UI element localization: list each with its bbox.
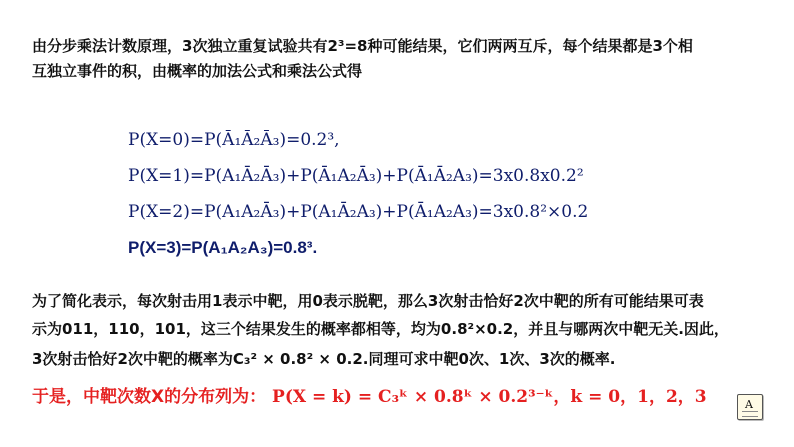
text-box-icon-lines — [742, 411, 758, 417]
text-box-icon-letter: A — [745, 398, 753, 411]
body-text-line3: 3次射击恰好2次中靶的概率为C₃² × 0.8² × 0.2.同理可求中靶0次、1次、3次的概率. — [32, 350, 616, 368]
intro-text-line2: 互独立事件的积，由概率的加法公式和乘法公式得 — [32, 62, 363, 80]
text-box-icon[interactable] — [737, 394, 763, 420]
equation-x3: P(X=3)=P(A₁A₂A₃)=0.8³. — [128, 238, 318, 257]
intro-text-line1: 由分步乘法计数原理，3次独立重复试验共有2³=8种可能结果，它们两两互斥，每个结果都是3个相 — [32, 37, 693, 55]
equation-block — [128, 130, 620, 266]
distribution-formula: P(X = k) = C₃ᵏ × 0.8ᵏ × 0.2³⁻ᵏ，k = 0，1，2，3 — [272, 387, 707, 407]
equation-x0: P(X=0)=P(Ā₁Ā₂Ā₃)=0.2³, — [128, 130, 340, 150]
equation-x2: P(X=2)=P(A₁A₂Ā₃)+P(A₁Ā₂A₃)+P(Ā₁A₂A₃)=3x0.8²×0.2 — [128, 202, 589, 222]
conclusion-line — [32, 382, 707, 407]
body-text-line2: 示为011，110，101，这三个结果发生的概率都相等，均为0.8²×0.2，并且与哪两次中靶无关.因此， — [32, 320, 729, 338]
equation-x1: P(X=1)=P(A₁Ā₂Ā₃)+P(Ā₁A₂Ā₃)+P(Ā₁Ā₂A₃)=3x0.8x0.2² — [128, 166, 584, 186]
body-text-line1: 为了简化表示，每次射击用1表示中靶，用0表示脱靶，那么3次射击恰好2次中靶的所有可能结果可表 — [32, 292, 704, 310]
conclusion-text: 于是，中靶次数X的分布列为： — [32, 387, 267, 407]
